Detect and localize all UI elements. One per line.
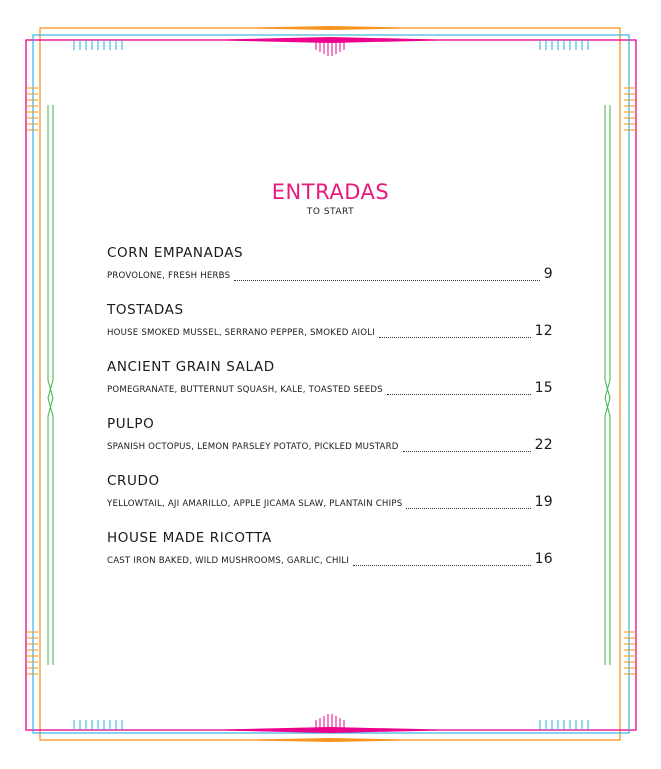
frame-side-ticks-left-top [26, 88, 38, 130]
frame-corner-ticks-bottom-left [74, 720, 122, 730]
menu-item-name: TOSTADAS [107, 302, 184, 318]
menu-item [107, 415, 553, 472]
menu-item-description: HOUSE SMOKED MUSSEL, SERRANO PEPPER, SMOKED AIOLI [107, 328, 375, 338]
frame-bottom-pink-bar [200, 727, 460, 733]
frame-corner-ticks-bottom-right [540, 720, 588, 730]
frame-side-ticks-left-bottom [26, 632, 38, 674]
menu-item [107, 244, 553, 301]
menu-item-line [107, 437, 553, 455]
menu-item [107, 472, 553, 529]
frame-side-ticks-right-top [624, 88, 636, 130]
menu-item-price: 9 [543, 266, 553, 282]
dot-leader [406, 508, 530, 509]
menu-item [107, 358, 553, 415]
menu-item-line [107, 551, 553, 569]
menu-item-line [107, 380, 553, 398]
frame-corner-ticks-top-left [74, 40, 122, 50]
section-subtitle: TO START [306, 207, 355, 217]
menu-item-description: PROVOLONE, FRESH HERBS [107, 271, 231, 281]
menu-item-description: YELLOWTAIL, AJI AMARILLO, APPLE JICAMA SLAW, PLANTAIN CHIPS [107, 499, 403, 509]
dot-leader [234, 280, 540, 281]
menu-item-price: 15 [534, 380, 553, 396]
menu-item-name: PULPO [107, 416, 155, 432]
dot-leader [403, 451, 531, 452]
dot-leader [353, 565, 530, 566]
dot-leader [387, 394, 531, 395]
dot-leader [379, 337, 531, 338]
menu-item-description: POMEGRANATE, BUTTERNUT SQUASH, KALE, TOASTED SEEDS [107, 385, 383, 395]
frame-side-ticks-right-bottom [624, 632, 636, 674]
menu-item-name: HOUSE MADE RICOTTA [107, 530, 272, 546]
menu-item-name: ANCIENT GRAIN SALAD [107, 359, 275, 375]
menu-item-line [107, 266, 553, 284]
menu-item-line [107, 494, 553, 512]
menu-item-price: 16 [534, 551, 553, 567]
menu-item-line [107, 323, 553, 341]
frame-corner-ticks-top-right [540, 40, 588, 50]
frame-top-pink-bar [200, 37, 460, 43]
menu-item [107, 529, 553, 586]
section-title: ENTRADAS [271, 180, 390, 204]
menu-item-price: 12 [534, 323, 553, 339]
menu-item-price: 19 [534, 494, 553, 510]
menu-item-name: CORN EMPANADAS [107, 245, 244, 261]
menu-item-price: 22 [534, 437, 553, 453]
menu-item-description: SPANISH OCTOPUS, LEMON PARSLEY POTATO, PICKLED MUSTARD [107, 442, 399, 452]
menu-list [107, 244, 553, 586]
frame-bottom-orange-bar [230, 738, 430, 742]
frame-top-orange-bar [230, 26, 430, 30]
menu-item-description: CAST IRON BAKED, WILD MUSHROOMS, GARLIC, CHILI [107, 556, 350, 566]
menu-item-name: CRUDO [107, 473, 160, 489]
menu-item [107, 301, 553, 358]
